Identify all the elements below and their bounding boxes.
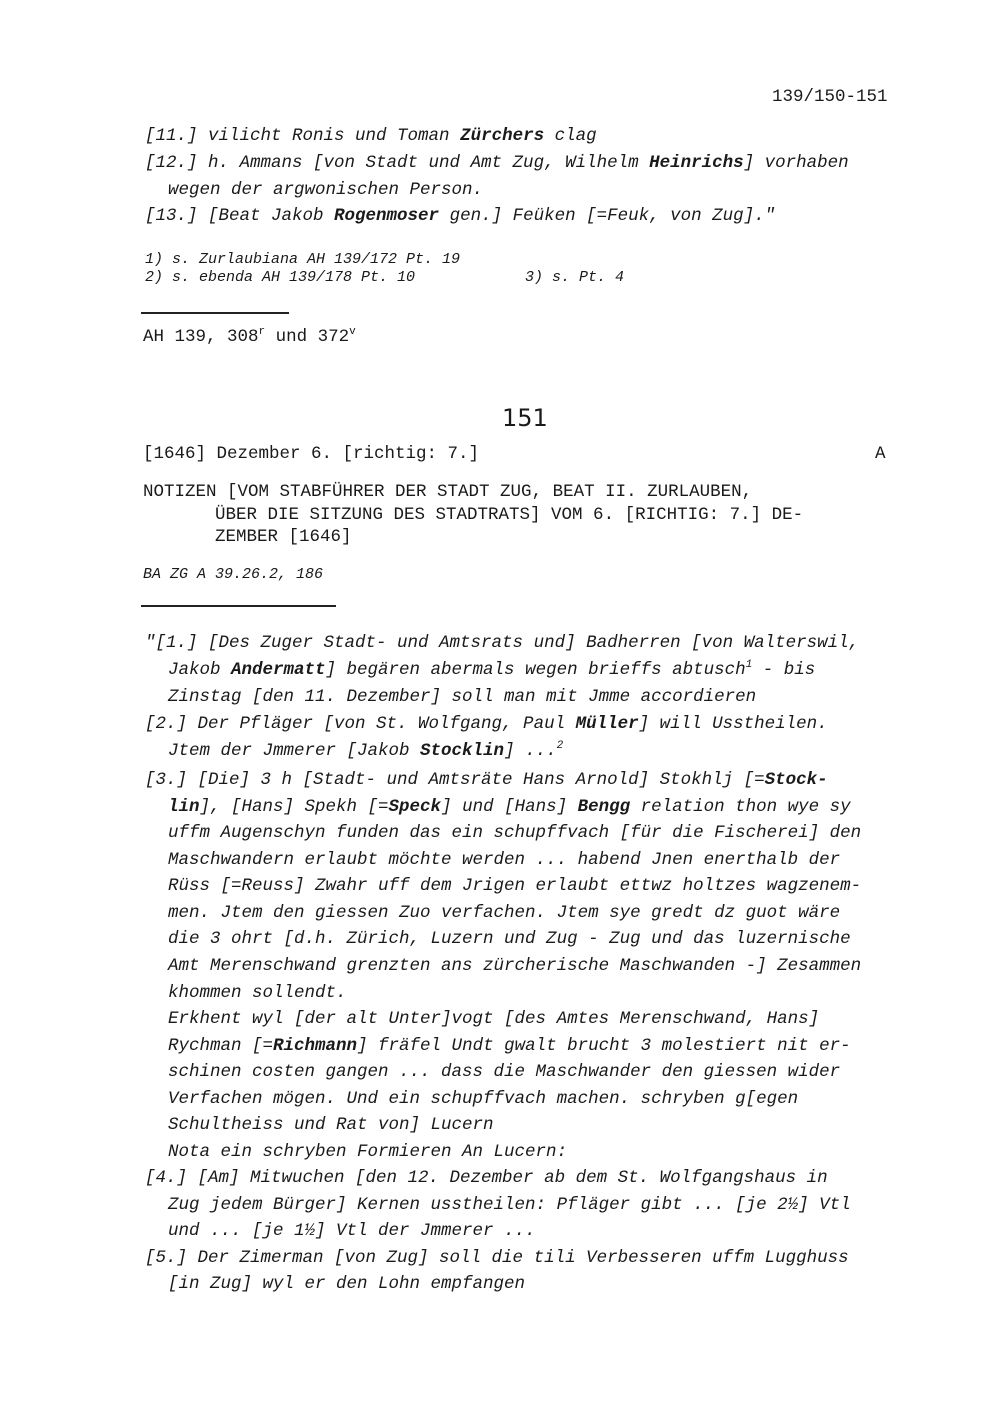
source-reference: AH 139, 308$^r$ und 372$^v$ xyxy=(143,326,356,347)
body-line: "[1.] [Des Zuger Stadt- und Amtsrats und] Badherren [von Walterswil, xyxy=(145,633,860,653)
footnote-1: 1) s. Zurlaubiana AH 139/172 Pt. 19 xyxy=(145,251,461,268)
entry-title-line-1: NOTIZEN [VOM STABFÜHRER DER STADT ZUG, BEAT II. ZURLAUBEN, xyxy=(143,482,753,502)
body-line: [2.] Der Pfläger [von St. Wolfgang, Paul Müller] will Usstheilen. xyxy=(145,714,828,734)
body-line: Rüss [=Reuss] Zwahr uff dem Jrigen erlaubt ettwz holtzes wagzenem- xyxy=(168,876,862,896)
body-line: [5.] Der Zimerman [von Zug] soll die tili Verbesseren uffm Lugghuss xyxy=(145,1248,849,1268)
prev-line-12-cont: wegen der argwonischen Person. xyxy=(168,180,484,200)
body-line: [in Zug] wyl er den Lohn empfangen xyxy=(168,1274,526,1294)
body-line: Schultheiss und Rat von] Lucern xyxy=(168,1115,494,1135)
body-line: men. Jtem den giessen Zuo verfachen. Jtem sye gredt dz guot wäre xyxy=(168,903,841,923)
body-line: uffm Augenschyn funden das ein schupffvach [für die Fischerei] den xyxy=(168,823,862,843)
body-line: Verfachen mögen. Und ein schupffvach machen. schryben g[egen xyxy=(168,1089,799,1109)
body-line: die 3 ohrt [d.h. Zürich, Luzern und Zug - Zug und das luzernische xyxy=(168,929,851,949)
entry-title-line-2: ÜBER DIE SITZUNG DES STADTRATS] VOM 6. [RICHTIG: 7.] DE- xyxy=(215,505,804,525)
body-line: khommen sollendt. xyxy=(168,983,347,1003)
footnote-2: 2) s. ebenda AH 139/178 Pt. 10 xyxy=(145,269,416,286)
body-line: [3.] [Die] 3 h [Stadt- und Amtsräte Hans Arnold] Stokhlj [=Stock- xyxy=(145,770,828,790)
entry-number: 151 xyxy=(502,404,548,432)
prev-line-11: [11.] vilicht Ronis und Toman Zürchers clag xyxy=(145,126,597,146)
body-line: und ... [je 1½] Vtl der Jmmerer ... xyxy=(168,1221,536,1241)
archive-reference: BA ZG A 39.26.2, 186 xyxy=(143,566,324,583)
body-line: [4.] [Am] Mitwuchen [den 12. Dezember ab dem St. Wolfgangshaus in xyxy=(145,1168,828,1188)
body-line: Jtem der Jmmerer [Jakob Stocklin] ...$^2$ xyxy=(168,740,564,761)
body-line: Zug jedem Bürger] Kernen usstheilen: Pfläger gibt ... [je 2½] Vtl xyxy=(168,1195,851,1215)
body-line: schinen costen gangen ... dass die Maschwander den giessen wider xyxy=(168,1062,841,1082)
body-line: Jakob Andermatt] begären abermals wegen brieffs abtusch$^1$ - bis xyxy=(168,659,816,680)
entry-letter: A xyxy=(875,444,886,464)
prev-line-13: [13.] [Beat Jakob Rogenmoser gen.] Feüken [=Feuk, von Zug]." xyxy=(145,206,776,226)
prev-line-12: [12.] h. Ammans [von Stadt und Amt Zug, Wilhelm Heinrichs] vorhaben xyxy=(145,153,849,173)
footnote-3: 3) s. Pt. 4 xyxy=(525,269,625,286)
body-line: Maschwandern erlaubt möchte werden ... habend Jnen enerthalb der xyxy=(168,850,841,870)
entry-date: [1646] Dezember 6. [richtig: 7.] xyxy=(143,444,480,464)
footnote-divider xyxy=(141,312,289,314)
body-line: lin], [Hans] Spekh [=Speck] und [Hans] Bengg relation thon wye sy xyxy=(168,797,851,817)
body-line: Amt Merenschwand grenzten ans zürcherische Maschwanden -] Zesammen xyxy=(168,956,862,976)
body-line: Zinstag [den 11. Dezember] soll man mit Jmme accordieren xyxy=(168,687,757,707)
body-line: Erkhent wyl [der alt Unter]vogt [des Amtes Merenschwand, Hans] xyxy=(168,1009,820,1029)
entry-title-line-3: ZEMBER [1646] xyxy=(215,527,352,547)
page-reference: 139/150-151 xyxy=(772,87,888,107)
body-line: Rychman [=Richmann] fräfel Undt gwalt brucht 3 molestiert nit er- xyxy=(168,1036,851,1056)
header-divider xyxy=(141,605,336,607)
body-line: Nota ein schryben Formieren An Lucern: xyxy=(168,1142,568,1162)
